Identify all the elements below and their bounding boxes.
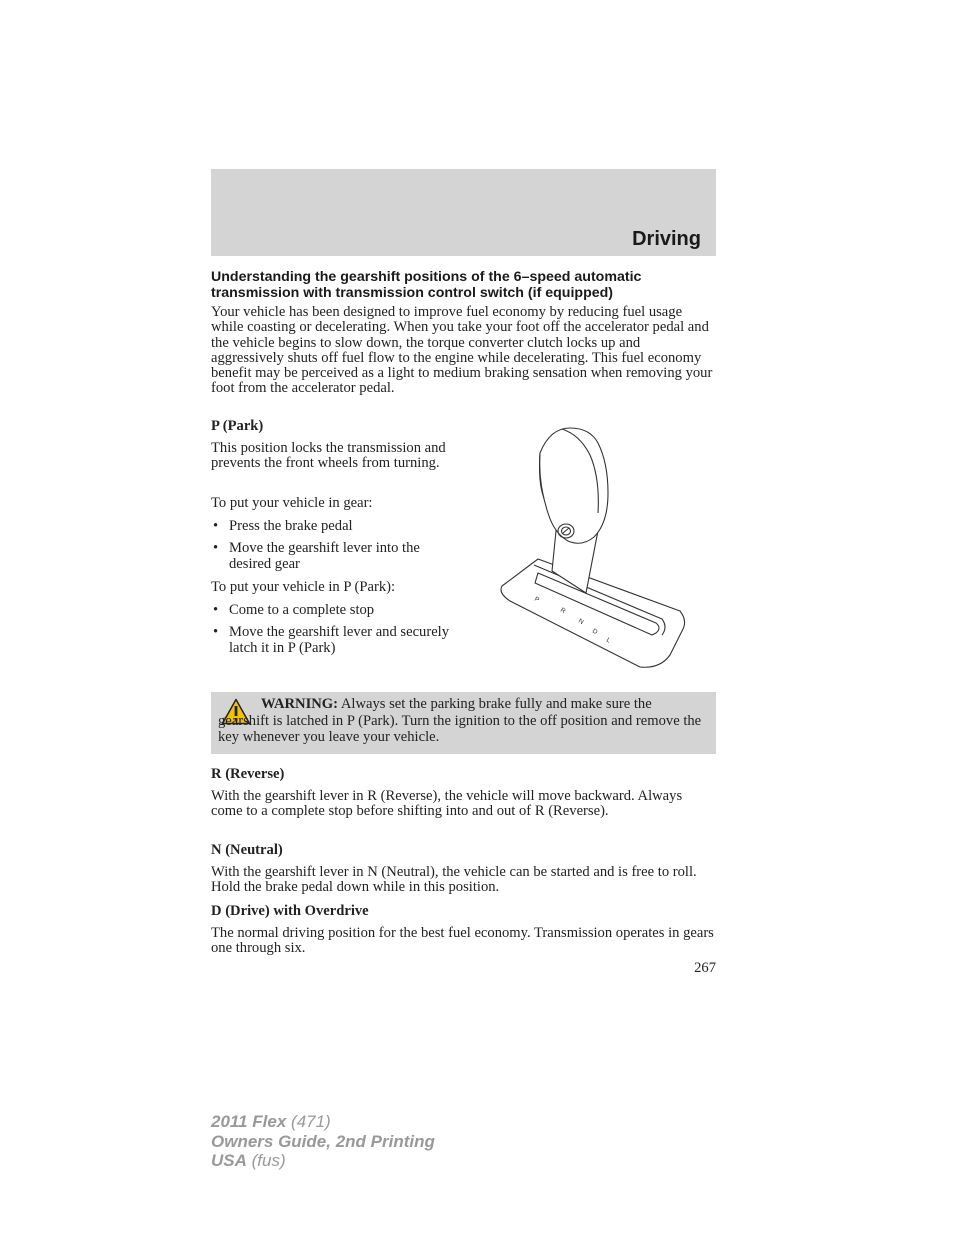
footer-model: 2011 Flex (211, 1112, 287, 1131)
in-gear-steps (211, 518, 461, 573)
list-item: • Come to a complete stop (213, 602, 375, 618)
footer-market: USA (211, 1151, 247, 1170)
footer: 2011 Flex (471) Owners Guide, 2nd Printing USA (fus) (211, 1112, 435, 1170)
gear-label-l: L (605, 636, 612, 645)
footer-edition: Owners Guide, 2nd Printing (211, 1131, 435, 1151)
intro-paragraph: Your vehicle has been designed to improve fuel economy by reducing fuel usage while coasting or decelerating. When you take your foot off the accelerator pedal and the vehicle begins to slow down, the torque converter clutch locks up and aggressively shuts off fuel flow to the engine while decelerating. This fuel economy benefit may be perceived as a light to medium braking sensation when removing your foot from the accelerator pedal. (211, 304, 713, 397)
neutral-description: With the gearshift lever in N (Neutral), the vehicle can be started and is free to roll. Hold the brake pedal down while in this position. (211, 864, 697, 896)
gear-label-r: R (559, 606, 567, 616)
chapter-title: Driving (632, 228, 701, 250)
gear-label-d: D (591, 627, 599, 637)
header-band (211, 169, 716, 256)
drive-description: The normal driving position for the best fuel economy. Transmission operates in gears one through six. (211, 925, 714, 957)
reverse-heading: R (Reverse) (211, 766, 285, 782)
page-number: 267 (694, 960, 716, 976)
warning-box (211, 692, 716, 754)
park-description: This position locks the transmission and prevents the front wheels from turning. (211, 440, 446, 472)
in-park-steps (211, 602, 461, 657)
section-title: Understanding the gearshift positions of the 6–speed automatic transmission with transmission control switch (if equipped) (211, 269, 642, 301)
warning-text: WARNING: Always set the parking brake fully and make sure the gearshift is latched in P (Park). Turn the ignition to the off position and remove the key whenever you leave your vehicle. (218, 696, 702, 745)
gear-label-n: N (577, 617, 585, 627)
reverse-description: With the gearshift lever in R (Reverse), the vehicle will move backward. Always come to a complete stop before shifting into and out of R (Reverse). (211, 788, 683, 820)
in-gear-intro: To put your vehicle in gear: (211, 495, 373, 511)
list-item: • Move the gearshift lever and securely latch it in P (Park) (213, 623, 450, 656)
neutral-heading: N (Neutral) (211, 842, 283, 858)
drive-heading: D (Drive) with Overdrive (211, 903, 369, 919)
in-park-intro: To put your vehicle in P (Park): (211, 579, 396, 595)
gearshift-lever-illustration (490, 423, 695, 678)
gear-label-p: P (533, 595, 541, 604)
list-item: • Move the gearshift lever into the desired gear (213, 539, 420, 572)
list-item: • Press the brake pedal (213, 518, 353, 534)
park-heading: P (Park) (211, 418, 264, 434)
warning-label: WARNING: (261, 696, 339, 712)
